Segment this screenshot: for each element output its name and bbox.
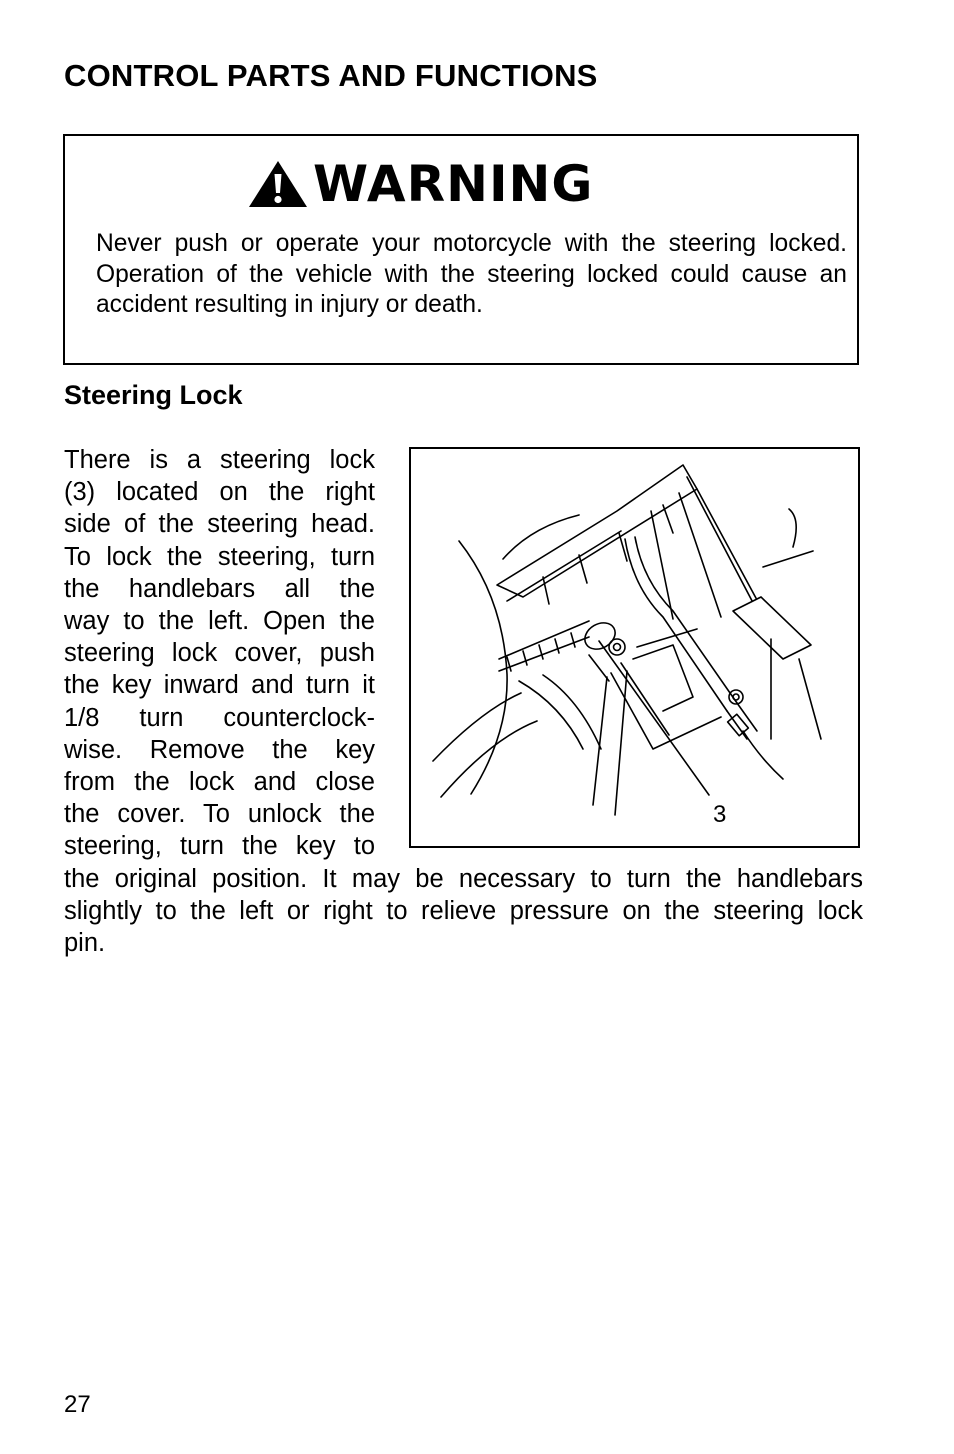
warning-box: [63, 134, 859, 365]
text-line: There is a steering lock: [64, 446, 375, 474]
text-line: from the lock and close: [64, 768, 375, 797]
text-line: (3) located on the right: [64, 478, 375, 507]
text-line: the handlebars all the: [64, 574, 375, 603]
callout-number: 3: [713, 801, 727, 828]
page-title: CONTROL PARTS AND FUNCTIONS: [64, 58, 598, 93]
text-line: slightly to the left or right to relieve pressure on the steering lock: [64, 897, 863, 926]
text-line: pin.: [64, 929, 106, 958]
text-line: steering lock cover, push: [64, 639, 375, 668]
section-title: Steering Lock: [64, 380, 243, 410]
steering-lock-text-wrapped: [64, 444, 375, 863]
text-line: the original position. It may be necessary to turn the handlebars: [64, 865, 863, 893]
text-line: To lock the steering, turn: [64, 542, 375, 571]
warning-text: Never push or operate your motorcycle with the steering locked. Operation of the vehicle with the steering locked could cause an accident resulting in injury or death.: [96, 230, 847, 318]
text-line: way to the left. Open the: [64, 607, 375, 636]
text-line: wise. Remove the key: [64, 735, 375, 764]
text-line: the key inward and turn it: [64, 671, 375, 700]
warning-title: WARNING: [313, 155, 594, 213]
text-line: side of the steering head.: [64, 510, 375, 539]
steering-lock-text-continued: [64, 863, 863, 960]
warning-header: [247, 156, 593, 212]
text-line: steering, turn the key to: [64, 832, 375, 861]
warning-triangle-icon: [247, 159, 309, 209]
page-number: 27: [64, 1391, 91, 1418]
text-line: 1/8 turn counterclock-: [64, 703, 375, 732]
text-line: the cover. To unlock the: [64, 800, 375, 829]
steering-lock-illustration: [409, 447, 860, 848]
